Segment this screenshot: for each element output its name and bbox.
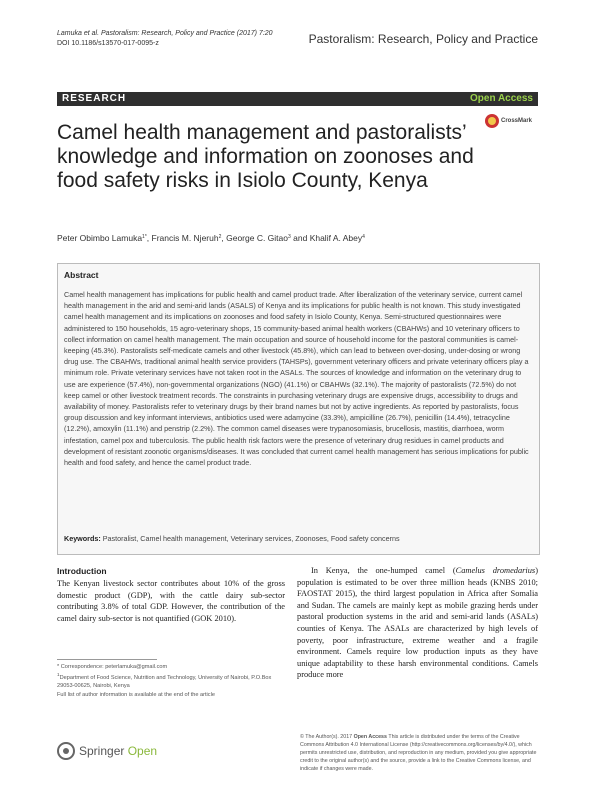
- abstract-heading: Abstract: [64, 270, 99, 280]
- author-separator: and: [290, 233, 310, 243]
- footnote-divider: [57, 659, 157, 660]
- section-label: RESEARCH: [62, 93, 127, 104]
- publisher-name-main: Springer: [79, 744, 125, 758]
- footnotes: [57, 663, 285, 699]
- author-affiliation-mark: 1*: [142, 234, 147, 240]
- intro-text-rest: ) population is estimated to be over three million heads (KNBS 2010; FAOSTAT 2015), the third largest population in Africa after Somalia and Sudan. The camels are mainly kept as mobile grazing herds under pastoral production systems in the arid and semi-arid lands (ASALs) counties of Kenya. The ASALs are characterized by high levels of poverty, poor infrastructure, extreme weather and a fragile environment. Camels require low production inputs as they have unique adaptability to these harsh environmental conditions. Camels produce more: [297, 566, 538, 680]
- intro-paragraph: The Kenyan livestock sector contributes about 10% of the gross domestic product (GDP), with the cattle dairy sub-sector contributing 3.8% of total GDP. However, the contribution of the camel dairy sub-sector is not quantified (GOK 2010).: [57, 579, 285, 623]
- author-affiliation-mark: 4: [362, 234, 365, 240]
- species-name: Camelus dromedarius: [455, 566, 536, 575]
- introduction-heading: Introduction: [57, 566, 107, 576]
- license-text: [300, 734, 538, 774]
- intro-paragraph-right: [297, 565, 538, 681]
- keywords-label: Keywords:: [64, 534, 101, 543]
- affiliation: [57, 671, 285, 690]
- correspondence: * Correspondence: peterlamuka@gmail.com: [57, 664, 168, 670]
- intro-text-start: In Kenya, the one-humped camel (: [311, 566, 456, 575]
- author-name[interactable]: George C. Gitao: [226, 233, 288, 243]
- affiliation-text: Department of Food Science, Nutrition and Technology, University of Nairobi, P.O.Box 29053-00625, Nairobi, Kenya: [57, 675, 272, 690]
- publisher-logo: [57, 742, 177, 760]
- abstract-text: Camel health management has implications for public health and camel product trade. After liberalization of the veterinary service, current camel health management in the arid and semi-arid lands (ASALS) of Kenya and its implications for public health is not known. This study investigated camel health management and its implications on zoonoses and food safety in Isiolo County, Kenya. Semi-structured questionnaires were administered to 150 households, 15 agro-veterinary shops, 15 community-based animal health workers (CBAHWs) and 10 veterinary officers to collect information on camel health management. The main occupation and source of household income for the pastoral communities is camel-keeping (45.3%). Pastoralists self-medicate camels and other livestock (45.8%), which can lead to between over-dosing, under-dosing or wrong drug use. The CBAHWs, traditional animal health service providers (TAHSPs), government veterinary officers and private veterinary officers play a minimum role. Private veterinary services have not taken root in the ASALs. The sources of knowledge and information on the veterinary drug to use are experience (57.4%), non-governmental organizations (NGO) (41.1%) or CBAHWs (32.1%). The majority of pastoralists (72.5%) do not keep camel or other livestock treatment records. The constraints in purchasing veterinary drugs are expensive drugs, accessibility to drugs and availability of money. Pastoralists refer to veterinary drugs by their brand names but not by active ingredients. As reported by pastoralists, focus group discussion and key informant interviews, antibiotics used were adamycine (33.3%), ampicilline (26.7%), penicillin (14.4%), tetracycline (12.2%), amoxylin (11.1%) and penstrip (2.2%). The common camel diseases were trypanosomiasis, brucellosis, mastitis, diarrhoea, worm infestation, camel pox and tuberculosis. The public health risk factors were the presence of veterinary drug residues in camel products and development of resistant zoonotic organisms/diseases. It was concluded that current camel health management has serious implications for public health and food safety, and hence the camel product trade.: [64, 290, 529, 468]
- journal-name: Pastoralism: Research, Policy and Practice: [308, 32, 538, 46]
- copyright-text: © The Author(s). 2017: [300, 734, 354, 740]
- publisher-name: [79, 744, 157, 758]
- license-body: This article is distributed under the terms of the Creative Commons Attribution 4.0 International License (http://creativecommons.org/licenses/by/4.0/), which permits unrestricted use, distribution, and reproduction in any medium, provided you give appropriate credit to the original author(s) and the source, provide a link to the Creative Commons license, and indicate if changes were made.: [300, 734, 537, 772]
- keywords-text: Pastoralist, Camel health management, Veterinary services, Zoonoses, Food safety concerns: [100, 534, 400, 543]
- citation: Lamuka et al. Pastoralism: Research, Policy and Practice (2017) 7:20: [57, 30, 273, 37]
- crossmark-label: CrossMark: [501, 118, 533, 124]
- citation-header: [57, 29, 273, 49]
- license-open-access: Open Access: [353, 734, 387, 740]
- publisher-name-open: Open: [127, 744, 158, 758]
- crossmark-link[interactable]: [485, 114, 535, 130]
- open-access-label: Open Access: [470, 93, 533, 104]
- article-title: Camel health management and pastoralists’ knowledge and information on zoonoses and food safety risks in Isiolo County, Kenya: [57, 121, 474, 192]
- author-name[interactable]: Peter Obimbo Lamuka: [57, 233, 143, 243]
- doi[interactable]: DOI 10.1186/s13570-017-0095-z: [57, 40, 159, 47]
- springer-horse-icon: [57, 742, 75, 760]
- author-list: Peter Obimbo Lamuka$^{1*}$, Francis M. Njeruh$^2$, George C. Gitao$^3$ and Khalif A. Abey$^4$: [57, 233, 365, 243]
- full-list-note: Full list of author information is available at the end of the article: [57, 691, 215, 698]
- affiliation-mark: 1: [57, 672, 60, 678]
- keywords: [64, 533, 529, 544]
- author-affiliation-mark: 3: [288, 234, 291, 240]
- author-affiliation-mark: 2: [218, 234, 222, 240]
- author-name[interactable]: Francis M. Njeruh: [151, 233, 219, 243]
- section-banner: [57, 92, 538, 106]
- author-name[interactable]: Khalif A. Abey: [309, 233, 363, 243]
- crossmark-icon: [485, 114, 499, 128]
